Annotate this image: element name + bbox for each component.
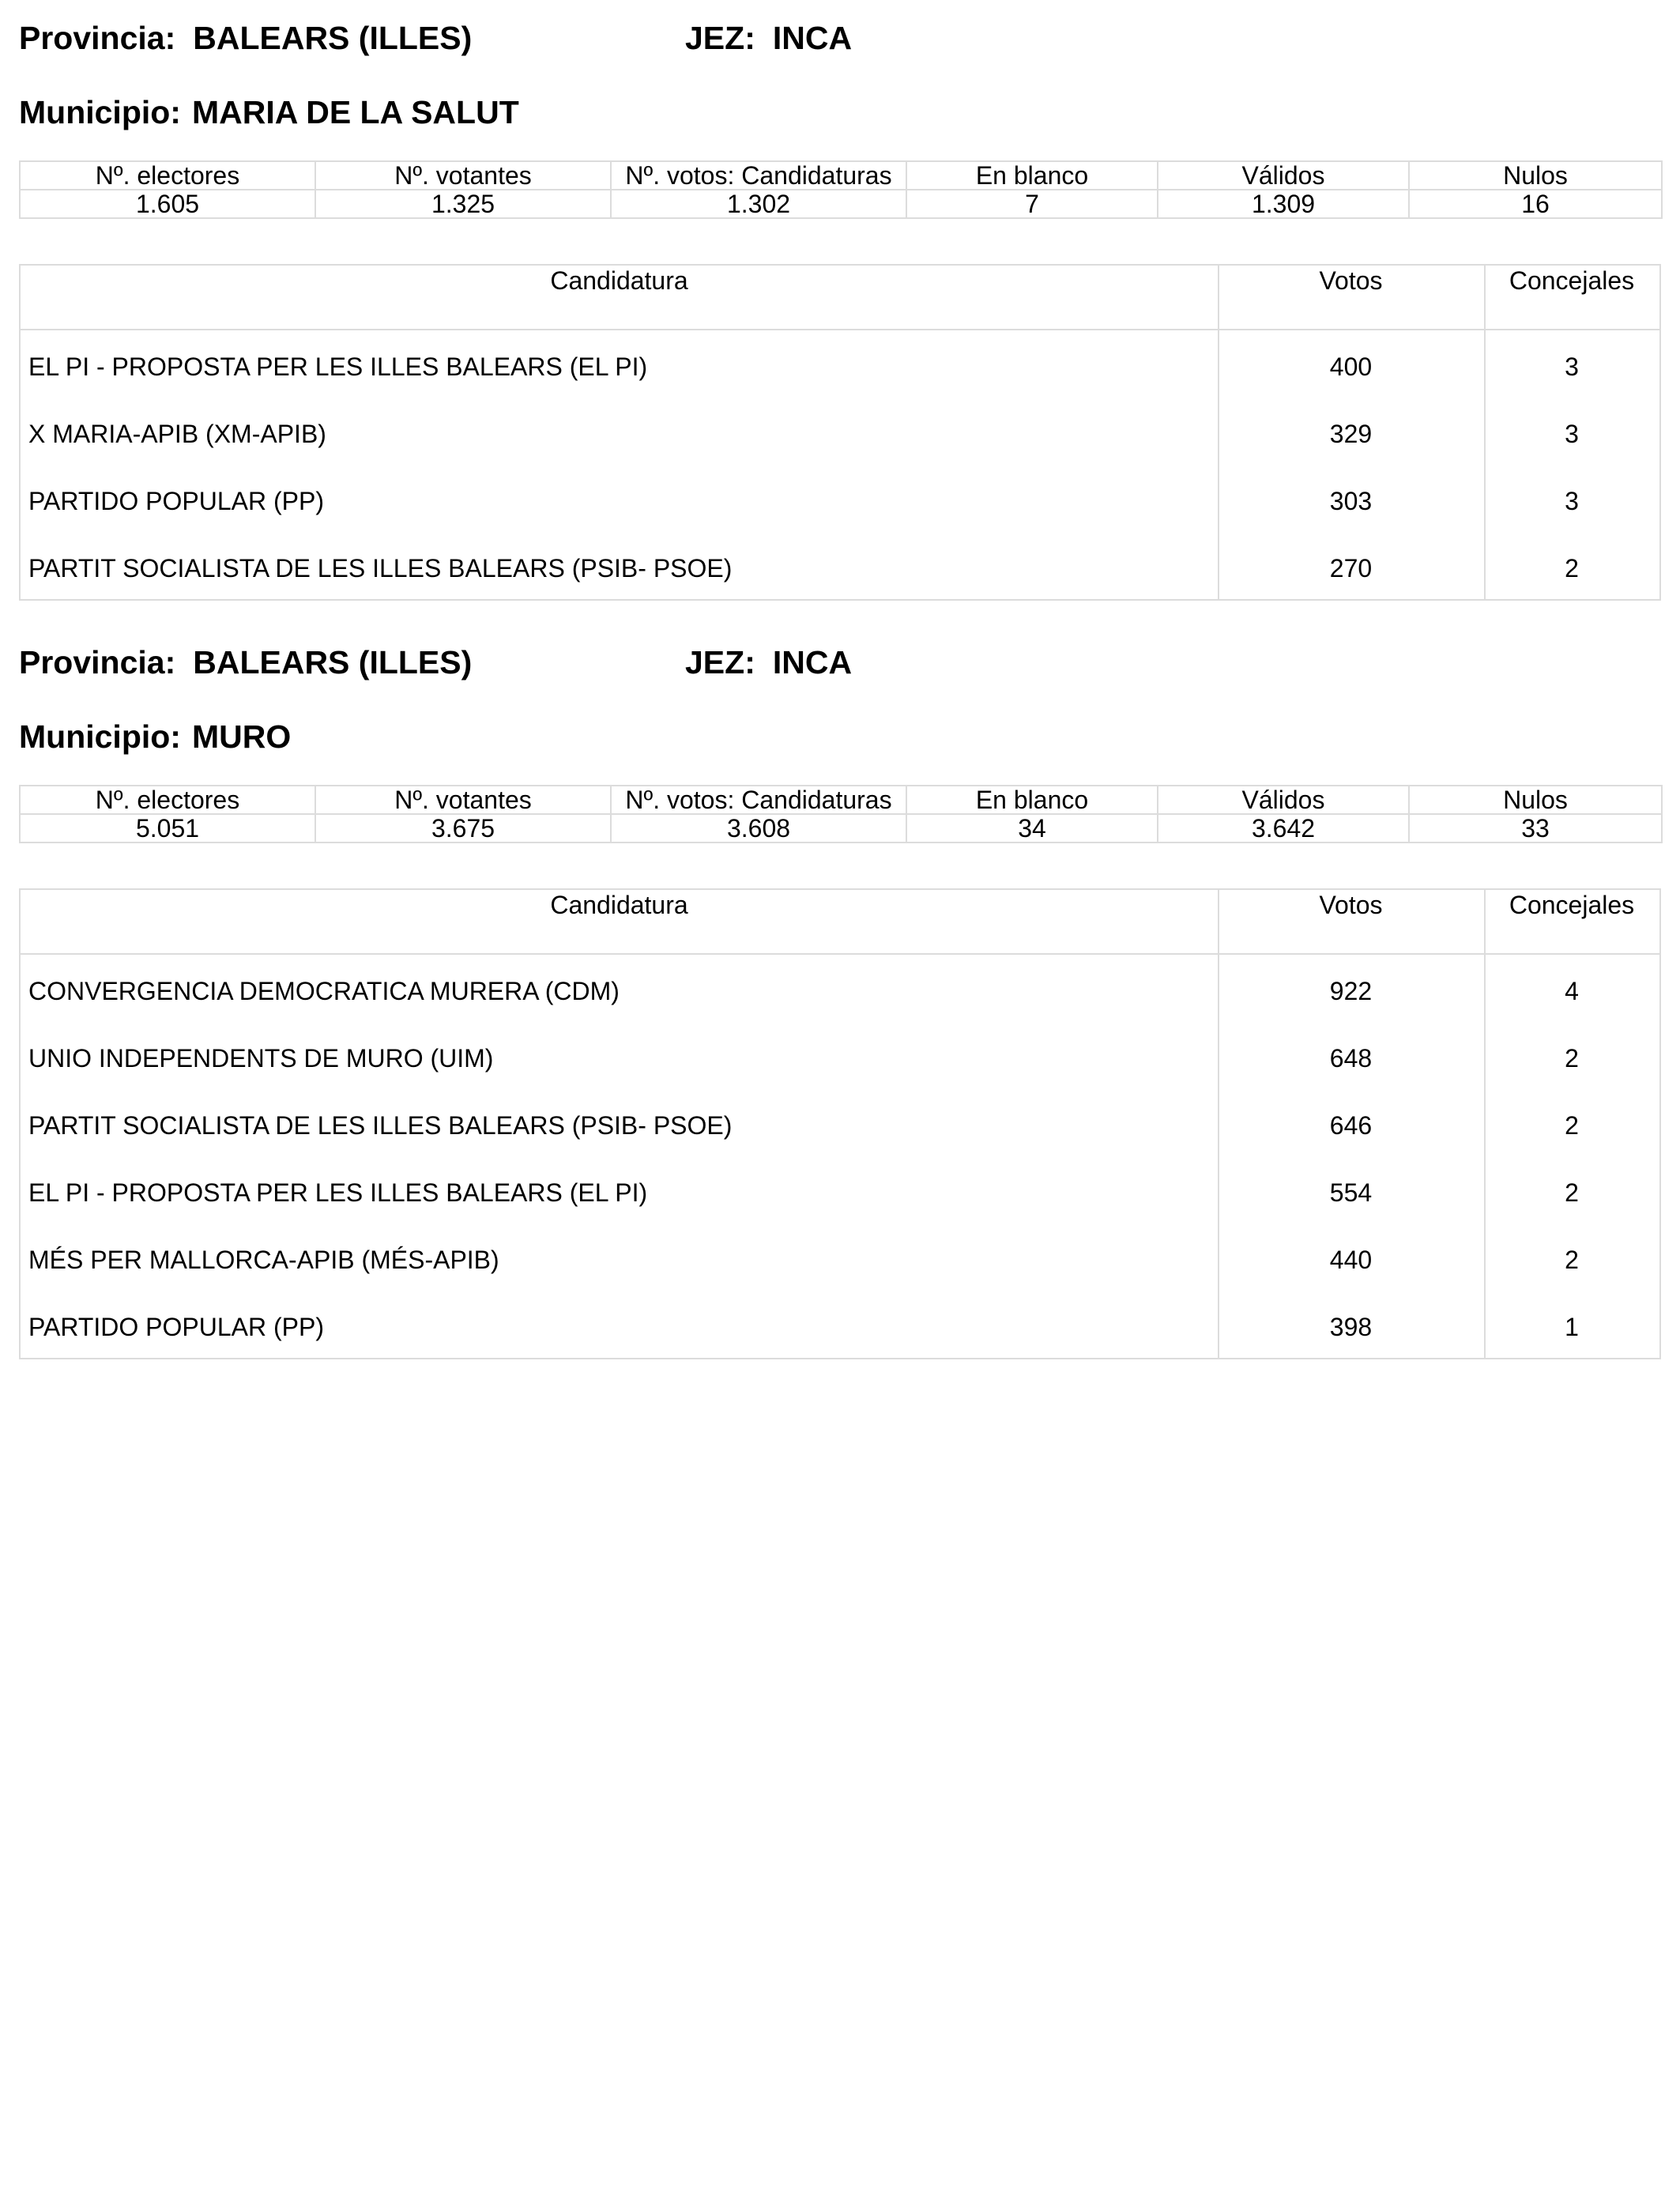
candidate-name: EL PI - PROPOSTA PER LES ILLES BALEARS (EL PI) xyxy=(28,1178,648,1207)
jez-heading xyxy=(685,22,852,55)
municipio-label: Municipio: xyxy=(19,718,181,755)
summary-value-cell: 1.605 xyxy=(20,190,315,218)
summary-value-cell: 1.302 xyxy=(611,190,906,218)
summary-header-cell: Nº. votantes xyxy=(315,161,611,190)
candidate-row xyxy=(21,955,1659,1022)
municipio-heading xyxy=(19,718,292,755)
votos-header: Votos xyxy=(1319,891,1383,919)
candidate-seats: 2 xyxy=(1565,554,1579,582)
candidate-row xyxy=(21,465,1659,532)
candidate-seats: 3 xyxy=(1565,352,1579,381)
candidate-votes: 270 xyxy=(1329,554,1373,582)
summary-value-cell: 7 xyxy=(906,190,1158,218)
candidate-row xyxy=(21,1089,1659,1156)
candidate-votes: 329 xyxy=(1329,420,1373,448)
candidate-row xyxy=(21,1022,1659,1089)
summary-value-cell: 33 xyxy=(1409,814,1662,843)
summary-value-row xyxy=(20,190,1662,218)
provincia-value: BALEARS (ILLES) xyxy=(193,20,473,56)
candidate-name: PARTIT SOCIALISTA DE LES ILLES BALEARS (PSIB- PSOE) xyxy=(28,1111,733,1140)
summary-header-cell: Válidos xyxy=(1158,161,1409,190)
summary-value-cell: 1.309 xyxy=(1158,190,1409,218)
jez-label: JEZ: xyxy=(685,644,755,680)
candidate-votes: 922 xyxy=(1329,977,1373,1005)
provincia-heading xyxy=(19,644,473,680)
summary-header-cell: Nº. electores xyxy=(20,161,315,190)
summary-value-cell: 3.675 xyxy=(315,814,611,843)
provincia-value: BALEARS (ILLES) xyxy=(193,644,473,680)
candidate-votes: 554 xyxy=(1329,1178,1373,1207)
provincia-label: Provincia: xyxy=(19,644,176,680)
candidate-row xyxy=(21,532,1659,599)
candidate-votes: 398 xyxy=(1329,1313,1373,1341)
candidate-name: UNIO INDEPENDENTS DE MURO (UIM) xyxy=(28,1044,494,1072)
candidate-name: PARTIT SOCIALISTA DE LES ILLES BALEARS (PSIB- PSOE) xyxy=(28,554,733,582)
candidate-name: CONVERGENCIA DEMOCRATICA MURERA (CDM) xyxy=(28,977,620,1005)
candidates-table xyxy=(19,888,1661,1359)
summary-header-cell: Nº. votantes xyxy=(315,786,611,814)
candidate-row xyxy=(21,1291,1659,1358)
summary-header-cell: En blanco xyxy=(906,161,1158,190)
candidate-row xyxy=(21,398,1659,465)
summary-value-cell: 1.325 xyxy=(315,190,611,218)
summary-value-cell: 5.051 xyxy=(20,814,315,843)
summary-table xyxy=(19,160,1663,219)
candidate-seats: 1 xyxy=(1565,1313,1579,1341)
summary-value-row xyxy=(20,814,1662,843)
municipio-heading xyxy=(19,96,519,129)
summary-value-cell: 34 xyxy=(906,814,1158,843)
candidate-seats: 2 xyxy=(1565,1178,1579,1207)
summary-header-row xyxy=(20,786,1662,814)
summary-header-row xyxy=(20,161,1662,190)
candidate-row xyxy=(21,1223,1659,1291)
summary-header-cell: Nulos xyxy=(1409,786,1662,814)
jez-value: INCA xyxy=(772,20,853,56)
candidate-seats: 4 xyxy=(1565,977,1579,1005)
summary-header-cell: Nº. electores xyxy=(20,786,315,814)
summary-value-cell: 16 xyxy=(1409,190,1662,218)
candidatura-header: Candidatura xyxy=(550,266,688,295)
municipio-value: MURO xyxy=(191,718,292,755)
candidate-votes: 440 xyxy=(1329,1246,1373,1274)
candidate-seats: 3 xyxy=(1565,487,1579,515)
candidate-votes: 648 xyxy=(1329,1044,1373,1072)
summary-header-cell: En blanco xyxy=(906,786,1158,814)
summary-header-cell: Nº. votos: Candidaturas xyxy=(611,786,906,814)
candidate-name: PARTIDO POPULAR (PP) xyxy=(28,1313,324,1341)
summary-table xyxy=(19,785,1663,843)
candidate-row xyxy=(21,1156,1659,1223)
provincia-heading xyxy=(19,22,472,55)
candidate-seats: 2 xyxy=(1565,1246,1579,1274)
candidate-name: PARTIDO POPULAR (PP) xyxy=(28,487,324,515)
summary-value-cell: 3.642 xyxy=(1158,814,1409,843)
candidatura-header: Candidatura xyxy=(550,891,688,919)
candidate-name: MÉS PER MALLORCA-APIB (MÉS-APIB) xyxy=(28,1246,499,1274)
concejales-header: Concejales xyxy=(1509,891,1635,919)
candidate-row xyxy=(21,330,1659,398)
candidate-votes: 400 xyxy=(1329,352,1373,381)
candidate-seats: 2 xyxy=(1565,1044,1579,1072)
votos-header: Votos xyxy=(1319,266,1383,295)
summary-value-cell: 3.608 xyxy=(611,814,906,843)
municipio-label: Municipio: xyxy=(19,94,181,130)
jez-value: INCA xyxy=(772,644,853,680)
candidates-table xyxy=(19,264,1661,601)
candidate-name: X MARIA-APIB (XM-APIB) xyxy=(28,420,326,448)
candidate-name: EL PI - PROPOSTA PER LES ILLES BALEARS (EL PI) xyxy=(28,352,648,381)
municipio-value: MARIA DE LA SALUT xyxy=(191,94,519,130)
provincia-label: Provincia: xyxy=(19,20,176,56)
jez-heading xyxy=(685,644,853,680)
concejales-header: Concejales xyxy=(1509,266,1635,295)
candidate-seats: 3 xyxy=(1565,420,1579,448)
candidate-votes: 303 xyxy=(1329,487,1373,515)
summary-header-cell: Válidos xyxy=(1158,786,1409,814)
candidate-votes: 646 xyxy=(1329,1111,1373,1140)
summary-header-cell: Nº. votos: Candidaturas xyxy=(611,161,906,190)
jez-label: JEZ: xyxy=(685,20,755,56)
summary-header-cell: Nulos xyxy=(1409,161,1662,190)
candidate-seats: 2 xyxy=(1565,1111,1579,1140)
